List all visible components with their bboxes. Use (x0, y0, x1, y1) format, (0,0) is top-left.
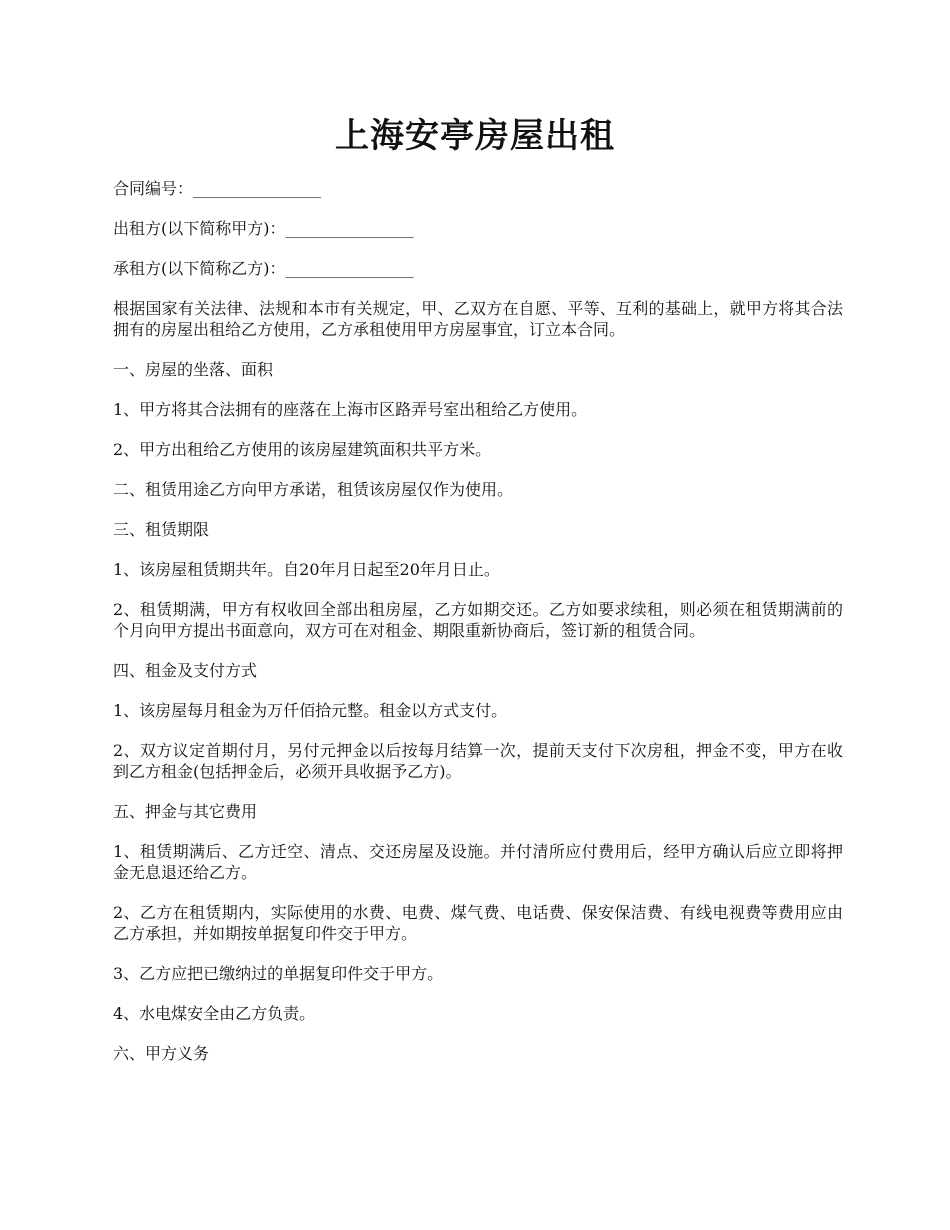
paragraph: 3、乙方应把已缴纳过的单据复印件交于甲方。 (113, 964, 444, 983)
field-label: 合同编号： (113, 179, 194, 198)
field-blank: ________________ (285, 259, 414, 278)
contract-number-field (113, 178, 843, 199)
document-body (113, 178, 843, 1083)
paragraph: 1、租赁期满后、乙方迁空、清点、交还房屋及设施。并付清所应付费用后，经甲方确认后应立即将押金无息退还给乙方。 (113, 842, 843, 882)
section-heading: 三、租赁期限 (113, 520, 210, 539)
field-label: 承租方(以下简称乙方)： (113, 259, 286, 278)
section-heading: 五、押金与其它费用 (113, 802, 258, 821)
field-blank: ________________ (285, 219, 414, 238)
document-title: 上海安亭房屋出租 (335, 116, 615, 156)
paragraph: 根据国家有关法律、法规和本市有关规定，甲、乙双方在自愿、平等、互利的基础上，就甲方将其合法拥有的房屋出租给乙方使用，乙方承租使用甲方房屋事宜，订立本合同。 (113, 299, 843, 339)
section-heading: 四、租金及支付方式 (113, 661, 258, 680)
field-blank: ________________ (193, 179, 322, 198)
paragraph: 1、该房屋每月租金为万仟佰拾元整。租金以方式支付。 (113, 701, 508, 720)
section-heading: 二、租赁用途乙方向甲方承诺，租赁该房屋仅作为使用。 (113, 480, 514, 499)
section-heading: 一、房屋的坐落、面积 (113, 360, 274, 379)
paragraph: 2、乙方在租赁期内，实际使用的水费、电费、煤气费、电话费、保安保洁费、有线电视费等费用应由乙方承担，并如期按单据复印件交于甲方。 (113, 903, 843, 943)
paragraph: 1、该房屋租赁期共年。自20年月日起至20年月日止。 (113, 560, 500, 579)
paragraph: 4、水电煤安全由乙方负责。 (113, 1004, 316, 1023)
section-heading: 六、甲方义务 (113, 1044, 210, 1063)
lessor-field (113, 218, 843, 239)
paragraph: 1、甲方将其合法拥有的座落在上海市区路弄号室出租给乙方使用。 (113, 400, 588, 419)
field-label: 出租方(以下简称甲方)： (113, 219, 286, 238)
lessee-field (113, 258, 843, 279)
paragraph: 2、双方议定首期付月，另付元押金以后按每月结算一次，提前天支付下次房租，押金不变，甲方在收到乙方租金(包括押金后，必须开具收据予乙方)。 (113, 741, 843, 781)
paragraph: 2、租赁期满，甲方有权收回全部出租房屋，乙方如期交还。乙方如要求续租，则必须在租赁期满前的个月向甲方提出书面意向，双方可在对租金、期限重新协商后，签订新的租赁合同。 (113, 600, 843, 640)
paragraph: 2、甲方出租给乙方使用的该房屋建筑面积共平方米。 (113, 440, 492, 459)
